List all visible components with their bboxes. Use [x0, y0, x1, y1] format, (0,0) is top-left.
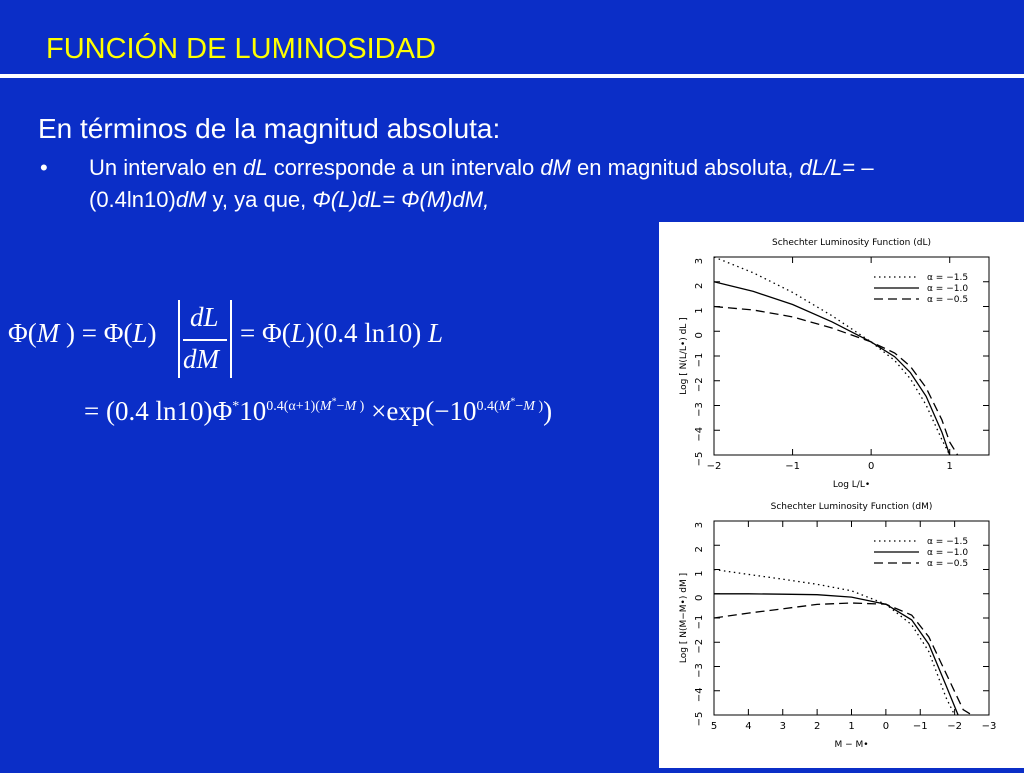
plot-title: Schechter Luminosity Function (dL)	[771, 238, 932, 248]
y-tick-label: −5	[694, 711, 705, 727]
y-tick-label: −2	[694, 377, 705, 393]
series-line-dashed	[714, 603, 972, 715]
fraction-numerator	[190, 302, 219, 333]
legend-label: α = −1.0	[927, 548, 969, 558]
x-tick-label: 2	[813, 721, 821, 732]
plot-title: Schechter Luminosity Function (dM)	[770, 502, 933, 512]
title-underline	[0, 74, 1024, 78]
x-axis-label: Log L/L•	[832, 480, 871, 490]
slide-title: FUNCIÓN DE LUMINOSIDAD	[46, 33, 436, 65]
y-axis-label: Log [ N(L/L•) dL ]	[679, 317, 689, 395]
legend-label: α = −1.5	[927, 537, 969, 547]
y-tick-label: 0	[694, 332, 705, 339]
dm-text: dM	[183, 344, 219, 374]
y-tick-label: −3	[694, 402, 705, 417]
series-line-solid	[714, 594, 958, 715]
legend-label: α = −1.0	[927, 284, 969, 294]
x-tick-label: −1	[912, 721, 928, 732]
dl-text: dL	[190, 302, 219, 332]
series-line-solid	[714, 282, 950, 455]
y-tick-label: −4	[694, 426, 705, 442]
y-tick-label: 2	[694, 546, 705, 553]
equation-line1-left: Φ(M ) = Φ(L)	[8, 318, 157, 348]
y-tick-label: 3	[694, 257, 705, 265]
bullet-marker: •	[40, 155, 48, 180]
x-tick-label: 5	[710, 721, 718, 732]
y-tick-label: 3	[694, 521, 705, 529]
y-tick-label: 0	[694, 594, 705, 601]
bullet-text: Un intervalo en dL corresponde a un intervalo dM en magnitud absoluta, dL/L= –(0.4ln10)dM y, ya que, Φ(L)dL= Φ(M)dM,	[89, 155, 874, 212]
x-axis-label: M − M•	[834, 740, 869, 750]
y-tick-label: −1	[694, 614, 705, 630]
x-tick-label: 1	[848, 721, 855, 732]
legend-label: α = −0.5	[927, 559, 969, 569]
x-tick-label: −3	[981, 721, 997, 732]
y-tick-label: 1	[694, 570, 705, 577]
x-tick-label: −1	[785, 461, 800, 472]
fraction-line	[183, 339, 227, 341]
y-tick-label: −2	[694, 638, 705, 654]
series-line-dashed	[714, 307, 958, 456]
series-line-dotted	[714, 570, 955, 716]
plots-panel	[659, 222, 1024, 768]
y-tick-label: 2	[694, 282, 705, 289]
x-tick-label: −2	[706, 461, 722, 472]
x-tick-label: 0	[867, 461, 875, 472]
legend-label: α = −0.5	[927, 295, 969, 305]
legend-label: α = −1.5	[927, 273, 969, 283]
x-tick-label: 0	[882, 721, 890, 732]
y-tick-label: −4	[694, 687, 705, 703]
equation-line2: = (0.4 $\ln 10)\Phi^*10^{0.4(\alpha+1)(M^*-M )} \times\exp(-10^{0.4(M^*-M )})$	[84, 396, 553, 426]
series-line-dotted	[714, 257, 950, 455]
abs-bar-left	[178, 300, 180, 378]
y-tick-label: −1	[694, 352, 705, 368]
fraction-denominator	[183, 344, 219, 375]
equation-line1-right: = Φ(L)(0.4 ln10) L	[240, 318, 444, 348]
x-tick-label: 1	[946, 461, 953, 472]
y-tick-label: −3	[694, 663, 705, 678]
abs-bar-right	[230, 300, 232, 378]
section-heading: En términos de la magnitud absoluta:	[38, 113, 501, 144]
x-tick-label: 4	[745, 721, 752, 732]
x-tick-label: 3	[779, 721, 786, 732]
y-axis-label: Log [ N(M−M•) dM ]	[679, 572, 689, 664]
x-tick-label: −2	[947, 721, 962, 732]
schechter-plots	[659, 222, 1024, 768]
y-tick-label: 1	[694, 307, 705, 314]
y-tick-label: −5	[694, 451, 705, 467]
